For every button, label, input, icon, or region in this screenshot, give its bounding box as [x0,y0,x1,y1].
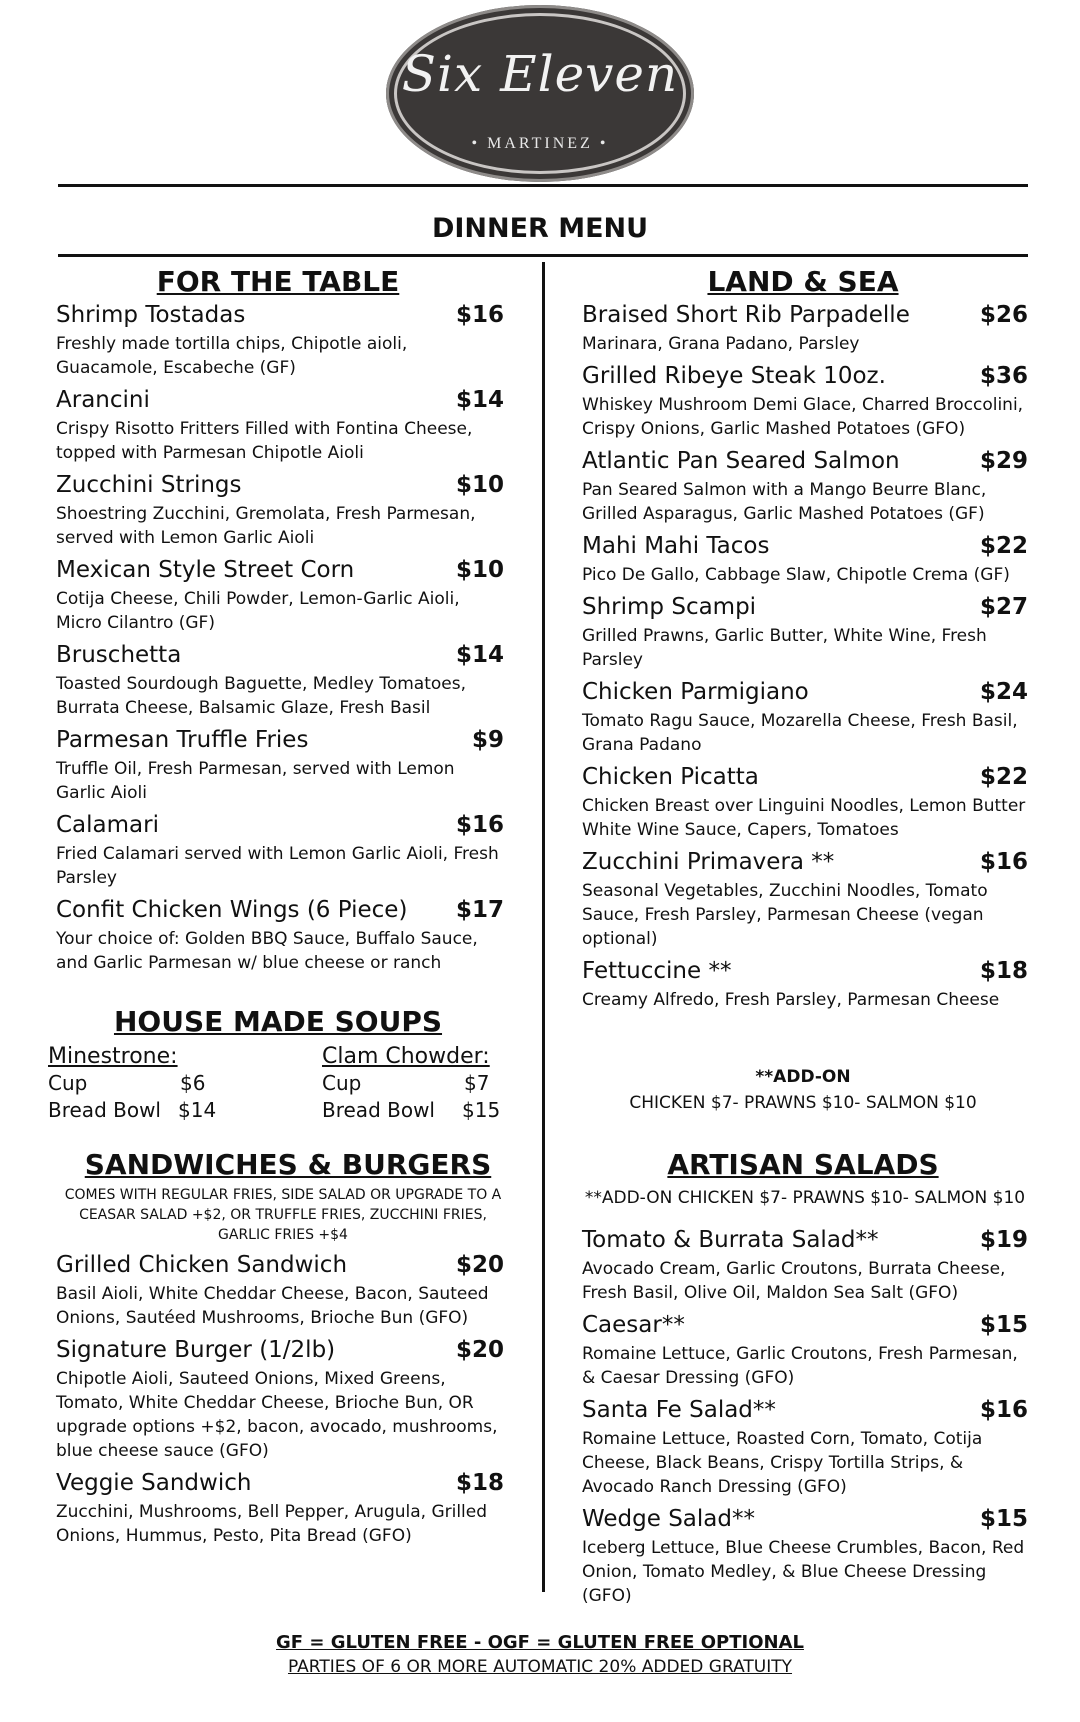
menu-item-price: $10 [455,557,504,583]
menu-item [582,300,1028,356]
menu-item [582,1395,1028,1499]
menu-item-name: Shrimp Tostadas [56,302,246,328]
menu-item-description: Fried Calamari served with Lemon Garlic Aioli, Fresh Parsley [56,844,499,888]
menu-item-price: $22 [979,764,1028,790]
menu-item-description: Creamy Alfredo, Fresh Parsley, Parmesan Cheese [582,990,1000,1010]
menu-item-price: $14 [455,642,504,668]
menu-item-price: $19 [979,1227,1028,1253]
menu-item-description: Pan Seared Salmon with a Mango Beurre Blanc, Grilled Asparagus, Garlic Mashed Potatoes (GF) [582,480,987,524]
menu-item-price: $20 [455,1337,504,1363]
menu-item-description: Zucchini, Mushrooms, Bell Pepper, Arugula, Grilled Onions, Hummus, Pesto, Pita Bread (GFO) [56,1502,488,1546]
menu-item [56,895,504,975]
soup-price: $6 [180,1071,206,1095]
menu-item-description: Whiskey Mushroom Demi Glace, Charred Broccolini, Crispy Onions, Garlic Mashed Potatoes (GFO) [582,395,1024,439]
menu-item-name: Caesar** [582,1312,685,1338]
salads-addon: **ADD-ON CHICKEN $7- PRAWNS $10- SALMON $10 [584,1188,1026,1208]
menu-item-name: Confit Chicken Wings (6 Piece) [56,897,408,923]
soup-clam-chowder [322,1043,512,1124]
menu-item-price: $16 [979,849,1028,875]
menu-item [56,725,504,805]
menu-item-name: Fettuccine ** [582,958,732,984]
menu-item-description: Freshly made tortilla chips, Chipotle aioli, Guacamole, Escabeche (GF) [56,334,408,378]
menu-item-price: $17 [455,897,504,923]
logo-subtitle: • MARTINEZ • [471,135,609,152]
menu-item-name: Mexican Style Street Corn [56,557,355,583]
menu-item-name: Arancini [56,387,150,413]
menu-item [582,531,1028,587]
menu-item [582,1504,1028,1608]
menu-item-name: Wedge Salad** [582,1506,755,1532]
menu-item-name: Calamari [56,812,159,838]
soup-cup-row [322,1070,512,1097]
menu-item-price: $16 [455,812,504,838]
restaurant-logo [386,5,694,182]
salads-list [582,1225,1028,1613]
menu-item [56,1335,504,1463]
land-sea-list [582,300,1028,1017]
menu-item-description: Grilled Prawns, Garlic Butter, White Wine, Fresh Parsley [582,626,987,670]
menu-item-price: $15 [979,1506,1028,1532]
sandwiches-note: COMES WITH REGULAR FRIES, SIDE SALAD OR UPGRADE TO A CEASAR SALAD +$2, OR TRUFFLE FRIES, ZUCCHINI FRIES, GARLIC FRIES +$4 [64,1187,502,1243]
menu-item-name: Shrimp Scampi [582,594,757,620]
menu-item-description: Cotija Cheese, Chili Powder, Lemon-Garlic Aioli, Micro Cilantro (GF) [56,589,460,633]
soup-size: Cup [322,1071,362,1095]
logo-script: Six Eleven [401,45,679,103]
menu-item-description: Toasted Sourdough Baguette, Medley Tomatoes, Burrata Cheese, Balsamic Glaze, Fresh Basil [56,674,467,718]
menu-item-name: Braised Short Rib Parpadelle [582,302,910,328]
soup-price: $14 [178,1098,217,1122]
menu-item [582,361,1028,441]
menu-item-name: Veggie Sandwich [56,1470,252,1496]
menu-item-price: $27 [979,594,1028,620]
menu-item-description: Romaine Lettuce, Roasted Corn, Tomato, Cotija Cheese, Black Beans, Crispy Tortilla Strips, & Avocado Ranch Dressing (GFO) [582,1429,983,1497]
menu-item-name: Zucchini Strings [56,472,242,498]
soup-price: $7 [464,1071,490,1095]
gratuity-note: PARTIES OF 6 OR MORE AUTOMATIC 20% ADDED GRATUITY [287,1657,793,1677]
menu-item-price: $10 [455,472,504,498]
menu-item-description: Chicken Breast over Linguini Noodles, Lemon Butter White Wine Sauce, Capers, Tomatoes [582,796,1026,840]
menu-item [56,470,504,550]
menu-item-name: Grilled Chicken Sandwich [56,1252,348,1278]
gluten-free-legend: GF = GLUTEN FREE - OGF = GLUTEN FREE OPTIONAL [276,1632,804,1653]
menu-item-description: Truffle Oil, Fresh Parmesan, served with Lemon Garlic Aioli [56,759,455,803]
menu-item-description: Marinara, Grana Padano, Parsley [582,334,860,354]
menu-item-description: Romaine Lettuce, Garlic Croutons, Fresh Parmesan, & Caesar Dressing (GFO) [582,1344,1018,1388]
menu-item-name: Bruschetta [56,642,182,668]
menu-item [582,762,1028,842]
divider-under-title [58,254,1028,257]
menu-item-price: $9 [471,727,504,753]
menu-item [56,300,504,380]
menu-item [56,1468,504,1548]
menu-item-price: $26 [979,302,1028,328]
menu-item-description: Iceberg Lettuce, Blue Cheese Crumbles, Bacon, Red Onion, Tomato Medley, & Blue Cheese Dressing (GFO) [582,1538,1025,1606]
section-heading-land-sea: LAND & SEA [707,265,899,298]
soup-title: Minestrone: [48,1044,178,1069]
menu-item-price: $16 [455,302,504,328]
menu-item-name: Grilled Ribeye Steak 10oz. [582,363,886,389]
soup-size: Cup [48,1071,88,1095]
menu-item [582,1225,1028,1305]
menu-item [56,810,504,890]
soup-title: Clam Chowder: [322,1044,490,1069]
menu-item-price: $24 [979,679,1028,705]
menu-item [582,956,1028,1012]
menu-item-description: Pico De Gallo, Cabbage Slaw, Chipotle Crema (GF) [582,565,1010,585]
page-title: DINNER MENU [431,213,649,244]
section-heading-sandwiches: SANDWICHES & BURGERS [84,1148,492,1181]
menu-item [582,847,1028,951]
menu-item-description: Chipotle Aioli, Sauteed Onions, Mixed Greens, Tomato, White Cheddar Cheese, Brioche Bun, OR upgrade options +$2, bacon, avocado, mushrooms, blue cheese sauce (GFO) [56,1369,498,1461]
section-heading-for-the-table: FOR THE TABLE [156,265,400,298]
menu-item-description: Basil Aioli, White Cheddar Cheese, Bacon, Sauteed Onions, Sautéed Mushrooms, Brioche Bun (GFO) [56,1284,489,1328]
for-the-table-list [56,300,504,980]
land-sea-addon-title: **ADD-ON [755,1067,851,1087]
soup-bowl-row [322,1097,512,1124]
menu-item [56,385,504,465]
menu-item-price: $15 [979,1312,1028,1338]
menu-item [56,555,504,635]
menu-item-name: Santa Fe Salad** [582,1397,776,1423]
menu-item-name: Chicken Parmigiano [582,679,809,705]
menu-item-description: Avocado Cream, Garlic Croutons, Burrata Cheese, Fresh Basil, Olive Oil, Maldon Sea Salt (GFO) [582,1259,1006,1303]
menu-item-price: $20 [455,1252,504,1278]
menu-item-price: $18 [979,958,1028,984]
menu-item-price: $22 [979,533,1028,559]
menu-item-description: Tomato Ragu Sauce, Mozarella Cheese, Fresh Basil, Grana Padano [582,711,1018,755]
menu-item [582,592,1028,672]
menu-item-price: $14 [455,387,504,413]
menu-item-description: Crispy Risotto Fritters Filled with Fontina Cheese, topped with Parmesan Chipotle Aioli [56,419,473,463]
menu-item-price: $29 [979,448,1028,474]
section-heading-soups: HOUSE MADE SOUPS [113,1005,443,1038]
menu-item [582,677,1028,757]
menu-item [582,446,1028,526]
column-divider [542,262,545,1592]
soup-size: Bread Bowl [322,1098,435,1122]
menu-item-name: Signature Burger (1/2lb) [56,1337,336,1363]
menu-item [56,640,504,720]
menu-item [56,1250,504,1330]
menu-item-name: Zucchini Primavera ** [582,849,835,875]
soup-size: Bread Bowl [48,1098,161,1122]
menu-item [582,1310,1028,1390]
divider-top [58,184,1028,187]
menu-item-price: $36 [979,363,1028,389]
menu-item-description: Your choice of: Golden BBQ Sauce, Buffalo Sauce, and Garlic Parmesan w/ blue cheese or ranch [56,929,478,973]
menu-item-price: $18 [455,1470,504,1496]
menu-item-name: Mahi Mahi Tacos [582,533,770,559]
menu-item-description: Seasonal Vegetables, Zucchini Noodles, Tomato Sauce, Fresh Parsley, Parmesan Cheese (vegan optional) [582,881,988,949]
menu-item-description: Shoestring Zucchini, Gremolata, Fresh Parmesan, served with Lemon Garlic Aioli [56,504,476,548]
soup-bowl-row [48,1097,248,1124]
land-sea-addon-text: CHICKEN $7- PRAWNS $10- SALMON $10 [629,1093,977,1113]
soup-cup-row [48,1070,248,1097]
menu-item-name: Atlantic Pan Seared Salmon [582,448,900,474]
menu-item-name: Chicken Picatta [582,764,759,790]
sandwiches-list [56,1250,504,1553]
menu-item-name: Tomato & Burrata Salad** [582,1227,879,1253]
menu-item-price: $16 [979,1397,1028,1423]
soup-minestrone [48,1043,248,1124]
soup-price: $15 [462,1098,501,1122]
section-heading-salads: ARTISAN SALADS [667,1148,939,1181]
menu-item-name: Parmesan Truffle Fries [56,727,309,753]
